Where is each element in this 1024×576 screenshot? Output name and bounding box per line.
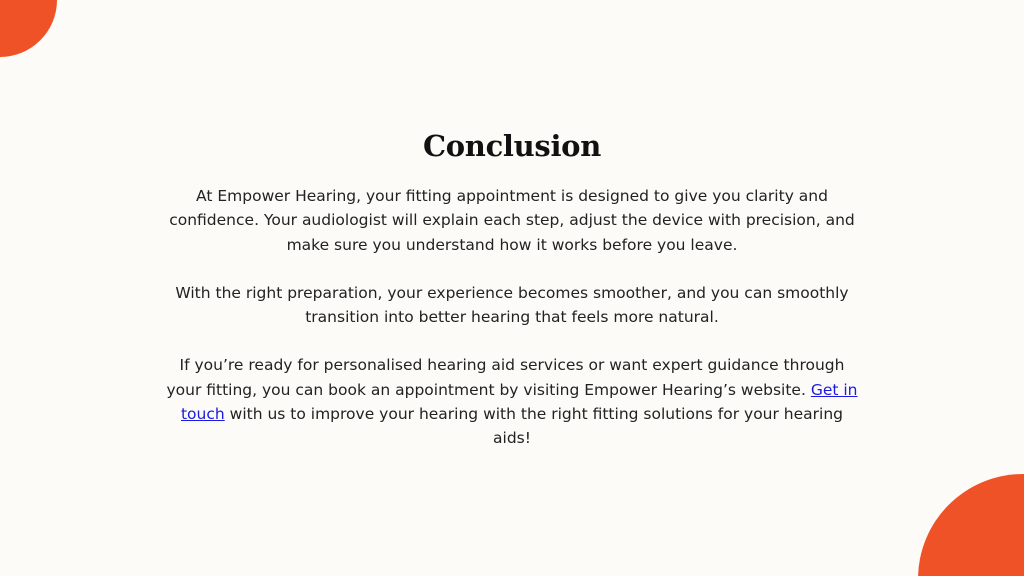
get-in-touch-link[interactable]: Get in touch <box>180 380 858 424</box>
cta-text-after-link: with us to improve your hearing with the right fitting solutions for your hearing aids! <box>224 405 844 448</box>
slide-content <box>162 126 862 451</box>
paragraph-call-to-action <box>162 353 862 450</box>
paragraph-intro: At Empower Hearing, your fitting appointment is designed to give you clarity and confidence. Your audiologist will explain each step, adjust the device with precision, and make sure you understand how it works before you leave. <box>169 187 855 254</box>
paragraph-preparation: With the right preparation, your experience becomes smoother, and you can smoothly transition into better hearing that feels more natural. <box>175 283 849 327</box>
decorative-circle-bottom-right <box>918 474 1024 576</box>
cta-text-before-link: If you’re ready for personalised hearing aid services or want expert guidance through your fitting, you can book an appointment by visiting Empower Hearing’s website. <box>166 356 845 399</box>
decorative-circle-top-left <box>0 0 57 57</box>
slide-title: Conclusion <box>422 129 602 163</box>
